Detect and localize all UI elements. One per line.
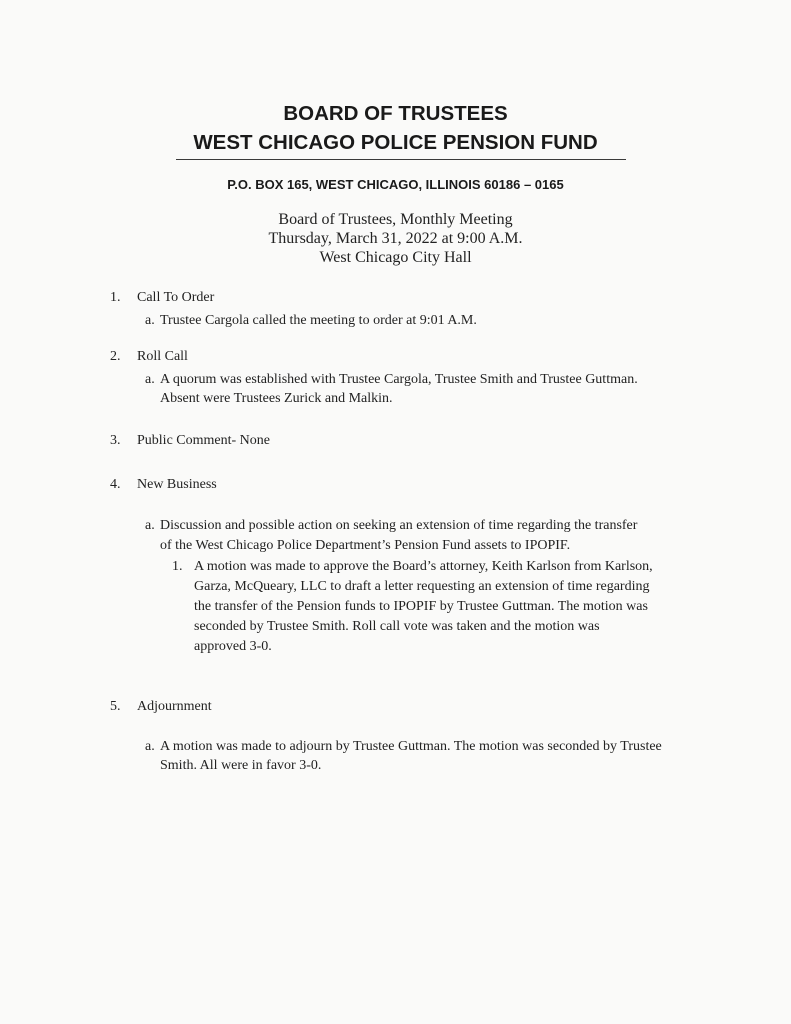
meeting-location: West Chicago City Hall [319,249,472,266]
motion-text-line: approved 3-0. [194,639,272,654]
motion-text-line: A motion was made to approve the Board’s attorney, Keith Karlson from Karlson, [194,559,653,574]
subitem-label: a. [145,739,155,754]
item-title: Adjournment [137,699,212,714]
header-divider [176,159,626,160]
item-number: 5. [110,699,121,714]
subitem-text: Absent were Trustees Zurick and Malkin. [160,391,393,406]
subitem-text: Smith. All were in favor 3-0. [160,758,322,773]
subitem-label: a. [145,518,155,533]
motion-number: 1. [172,559,183,574]
mailing-address: P.O. BOX 165, WEST CHICAGO, ILLINOIS 60186 – 0165 [227,177,564,192]
subitem-text: of the West Chicago Police Department’s Pension Fund assets to IPOPIF. [160,538,571,553]
item-title: Call To Order [137,290,215,305]
item-title: Public Comment- None [137,433,270,448]
item-number: 3. [110,433,121,448]
item-number: 1. [110,290,121,305]
board-title: BOARD OF TRUSTEES [283,102,508,125]
subitem-label: a. [145,372,155,387]
motion-text-line: the transfer of the Pension funds to IPOPIF by Trustee Guttman. The motion was [194,599,648,614]
item-title: New Business [137,477,217,492]
item-title: Roll Call [137,349,188,364]
motion-text-line: Garza, McQueary, LLC to draft a letter requesting an extension of time regarding [194,579,650,594]
meeting-name: Board of Trustees, Monthly Meeting [278,211,513,228]
item-number: 4. [110,477,121,492]
meeting-date: Thursday, March 31, 2022 at 9:00 A.M. [268,230,523,247]
subitem-label: a. [145,313,155,328]
fund-title: WEST CHICAGO POLICE PENSION FUND [193,131,598,154]
subitem-text: Discussion and possible action on seeking an extension of time regarding the transfer [160,518,638,533]
motion-text-line: seconded by Trustee Smith. Roll call vote was taken and the motion was [194,619,600,634]
subitem-text: Trustee Cargola called the meeting to order at 9:01 A.M. [160,313,477,328]
subitem-text: A quorum was established with Trustee Cargola, Trustee Smith and Trustee Guttman. [160,372,638,387]
subitem-text: A motion was made to adjourn by Trustee Guttman. The motion was seconded by Trustee [160,739,662,754]
item-number: 2. [110,349,121,364]
